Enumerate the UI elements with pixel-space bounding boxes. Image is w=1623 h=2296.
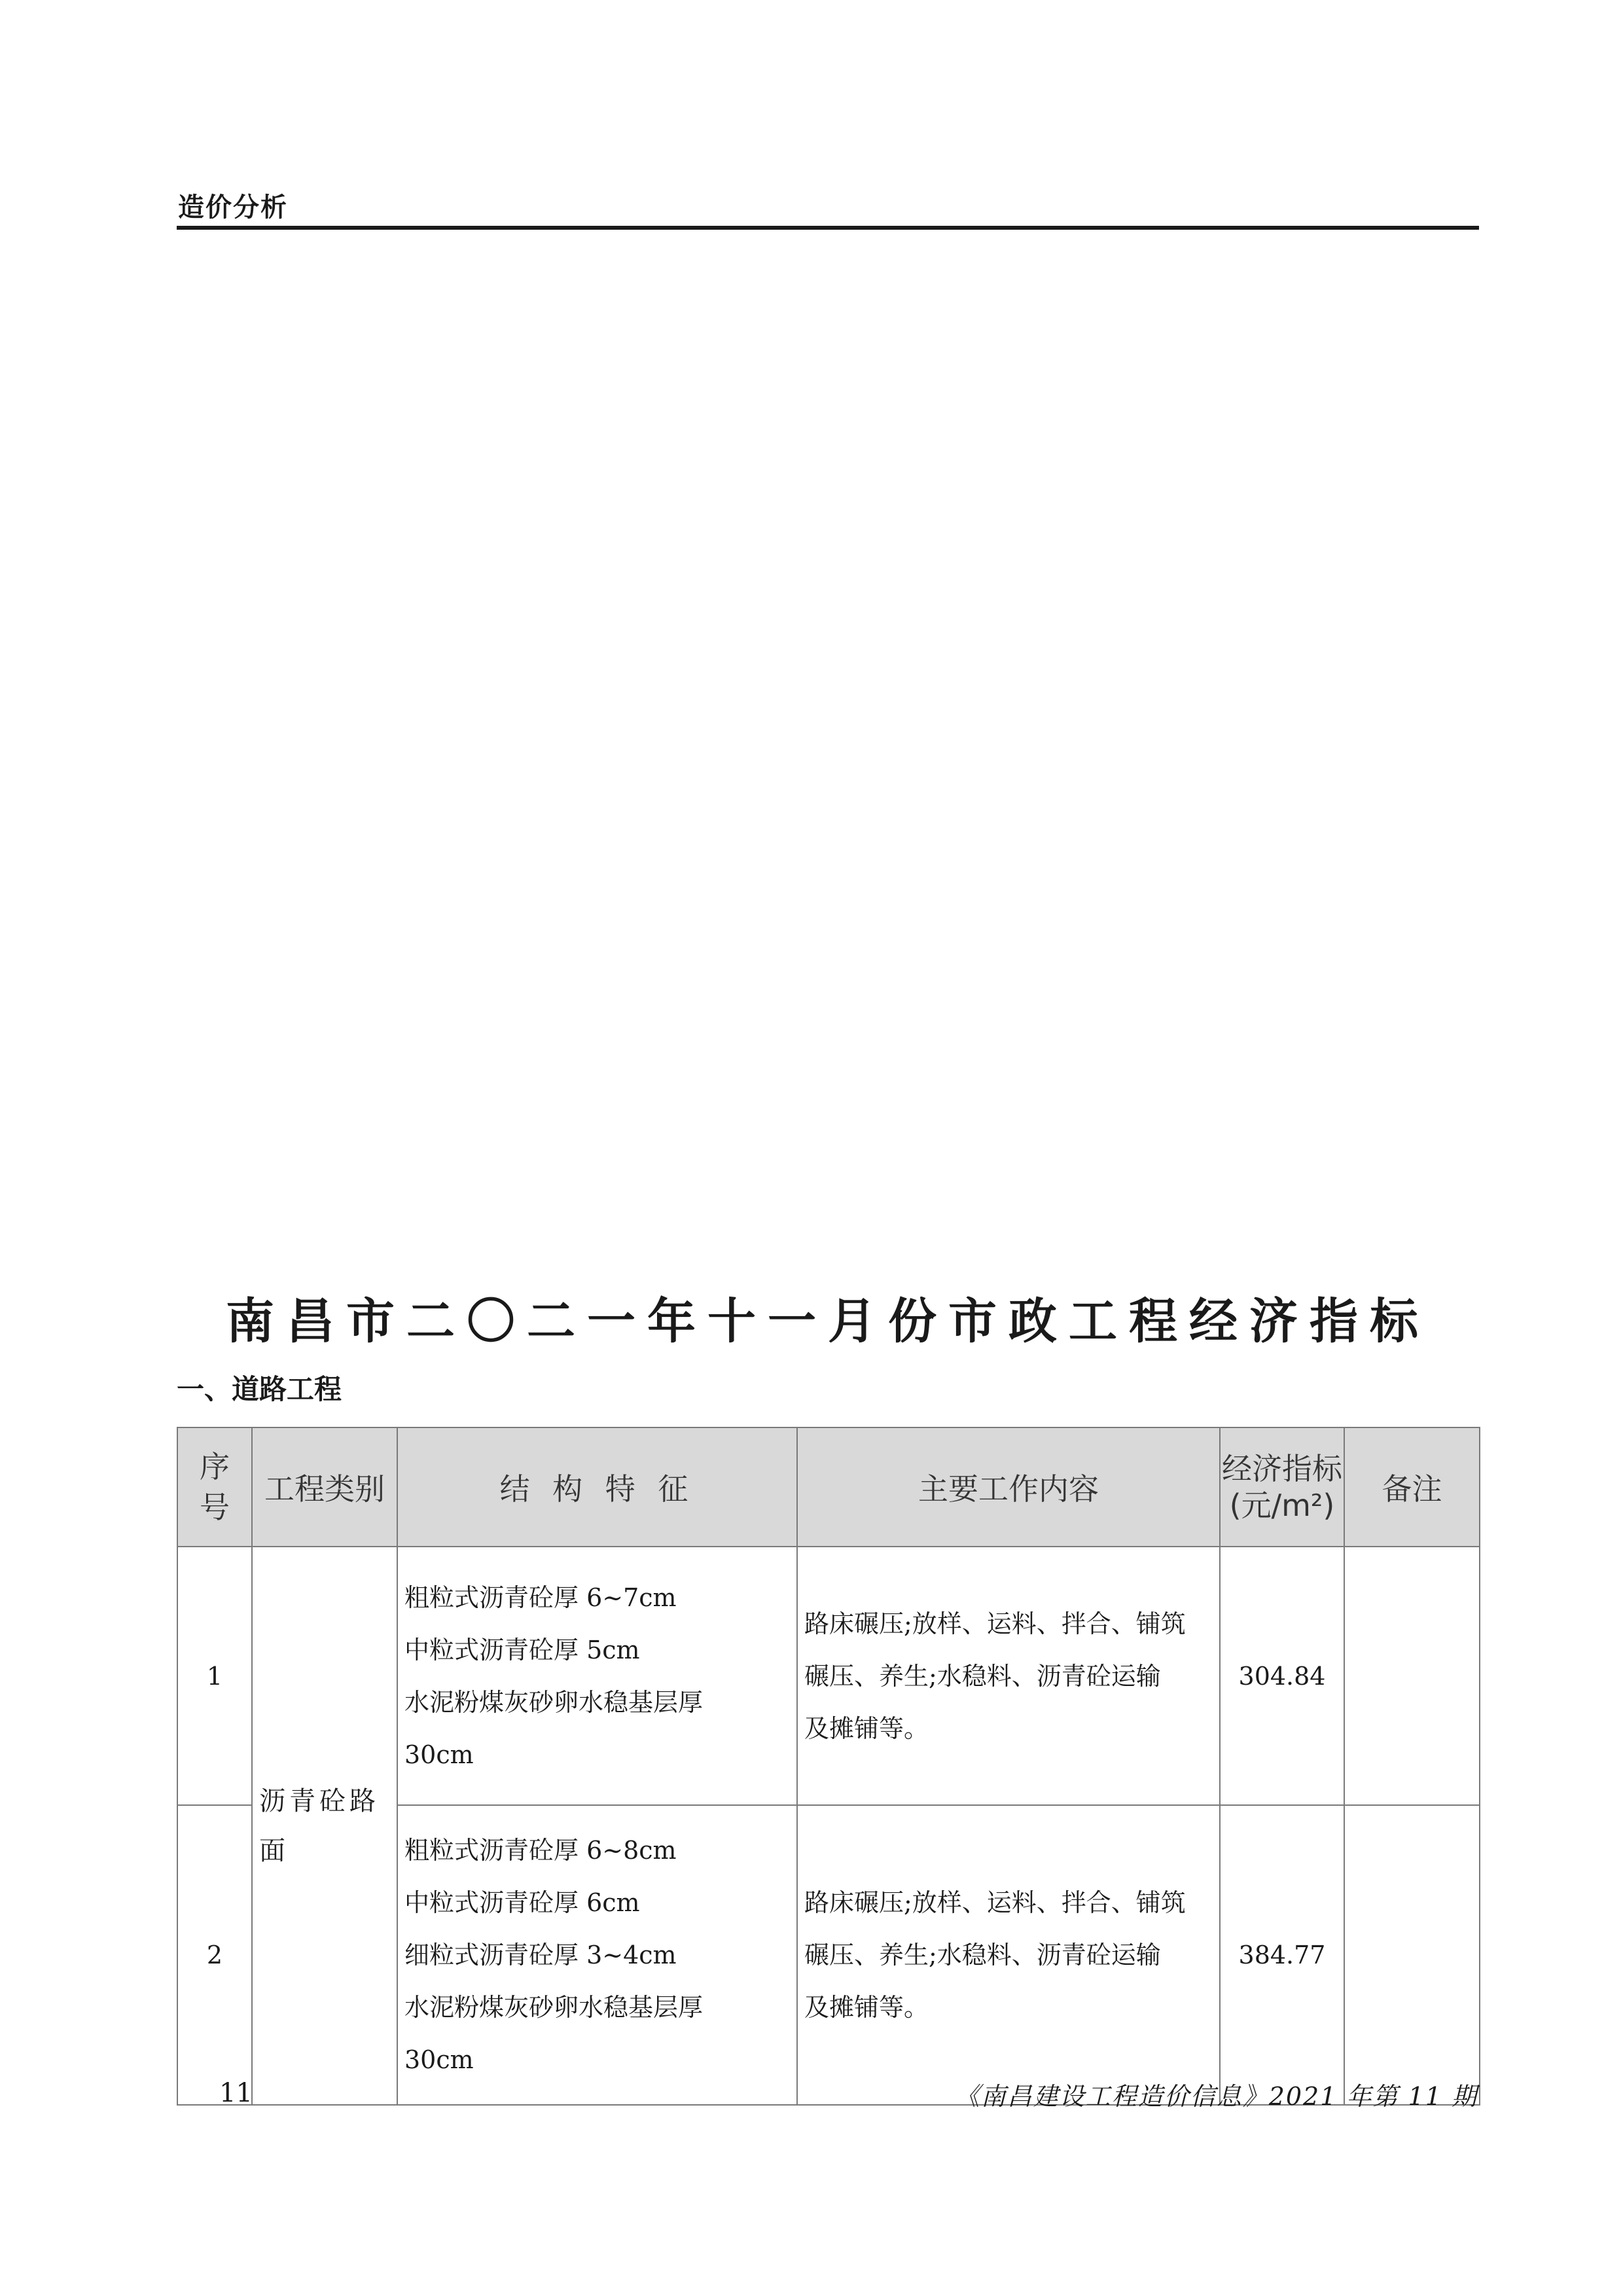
row-work <box>797 1547 1220 1805</box>
row-structure <box>397 1805 797 2105</box>
structure-line: 中粒式沥青砼厚 6cm <box>404 1888 640 1917</box>
column-header-work: 主要工作内容 <box>797 1427 1220 1547</box>
column-header-type: 工程类别 <box>252 1427 397 1547</box>
work-line: 碾压、养生;水稳料、沥青砼运输 <box>804 1661 1161 1691</box>
page-title: 南昌市二〇二一年十一月份市政工程经济指标 <box>226 1293 1430 1350</box>
row-remark <box>1344 1547 1480 1805</box>
column-header-remark: 备注 <box>1344 1427 1480 1547</box>
work-line: 碾压、养生;水稳料、沥青砼运输 <box>804 1941 1161 1969</box>
work-line: 路床碾压;放样、运料、拌合、铺筑 <box>804 1888 1186 1917</box>
structure-line: 粗粒式沥青砼厚 6~7cm <box>404 1583 677 1612</box>
structure-line: 30cm <box>404 1740 474 1769</box>
work-line: 路床碾压;放样、运料、拌合、铺筑 <box>804 1609 1186 1638</box>
journal-footer: 《南昌建设工程造价信息》2021 年第 11 期 <box>954 2082 1478 2111</box>
structure-line: 水泥粉煤灰砂卵水稳基层厚 <box>404 1687 704 1717</box>
structure-line: 细粒式沥青砼厚 3~4cm <box>404 1941 677 1969</box>
column-header-index-line1: 经济指标 <box>1222 1451 1342 1486</box>
column-header-structure <box>397 1427 797 1547</box>
column-header-index <box>1220 1427 1344 1547</box>
column-header-index-line2: (元/m²) <box>1229 1488 1335 1523</box>
row-seq: 2 <box>177 1805 252 2105</box>
table-row <box>177 1547 1480 1805</box>
column-header-seq-line1: 序 <box>200 1449 230 1484</box>
structure-line: 水泥粉煤灰砂卵水稳基层厚 <box>404 1993 704 2022</box>
column-header-seq <box>177 1427 252 1547</box>
category-cell <box>252 1547 397 2105</box>
row-work <box>797 1805 1220 2105</box>
category-line1: 沥青砼路 <box>259 1785 380 1816</box>
row-index-value: 384.77 <box>1220 1805 1344 2105</box>
table-header-row <box>177 1427 1480 1547</box>
section-subtitle: 一、道路工程 <box>177 1373 342 1405</box>
page-number: 11 <box>219 2078 253 2108</box>
structure-line: 30cm <box>404 2045 474 2074</box>
column-header-seq-line2: 号 <box>200 1490 230 1525</box>
structure-line: 粗粒式沥青砼厚 6~8cm <box>404 1836 677 1865</box>
work-line: 及摊铺等。 <box>804 1713 929 1743</box>
section-header: 造价分析 <box>178 192 288 223</box>
work-line: 及摊铺等。 <box>804 1993 929 2022</box>
structure-line: 中粒式沥青砼厚 5cm <box>404 1635 640 1664</box>
header-rule <box>177 226 1479 230</box>
row-seq: 1 <box>177 1547 252 1805</box>
category-line2: 面 <box>259 1835 289 1866</box>
economic-index-table <box>177 1427 1480 2106</box>
row-remark <box>1344 1805 1480 2105</box>
column-header-structure-label: 结 构 特 征 <box>499 1471 695 1507</box>
row-structure <box>397 1547 797 1805</box>
row-index-value: 304.84 <box>1220 1547 1344 1805</box>
